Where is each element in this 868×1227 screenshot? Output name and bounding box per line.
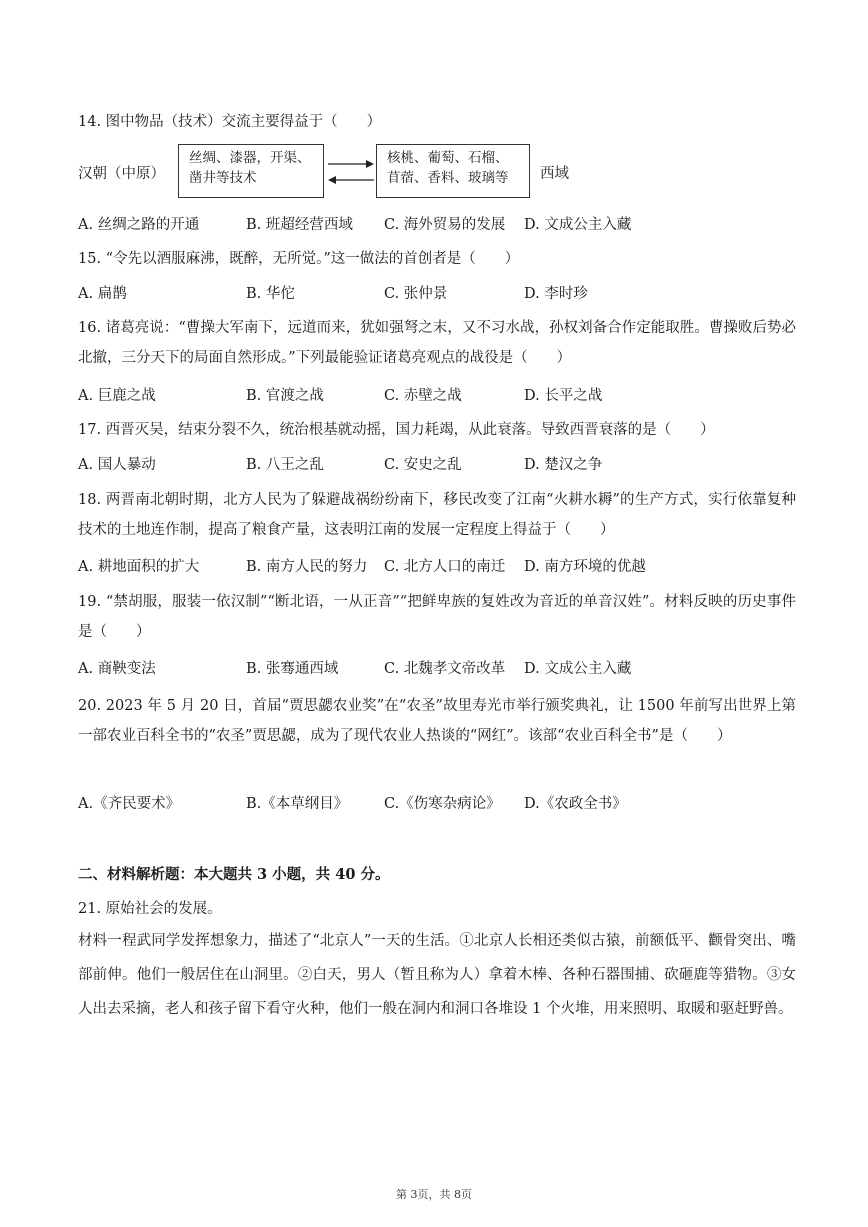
option-c: C. 北魏孝文帝改革 [384,661,506,677]
option-a: A. 扁鹊 [78,286,127,302]
option-d: D. 文成公主入藏 [524,661,632,677]
question-17-stem: 17. 西晋灭吴，结束分裂不久，统治根基就动摇，国力耗竭，从此衰落。导致西晋衰落的是（ ） [78,422,715,438]
option-b: B. 官渡之战 [246,388,324,404]
option-c: C. 安史之乱 [384,457,462,473]
diagram-right-label: 西域 [540,166,569,182]
option-b: B. 班超经营西域 [246,217,353,233]
option-a: A. 耕地面积的扩大 [78,559,200,575]
question-20-stem: 20. 2023 年 5 月 20 日，首届“贾思勰农业奖”在“农圣”故里寿光市举行颁奖典礼，让 1500 年前写出世界上第一部农业百科全书的“农圣”贾思勰，成为了现代农业人热谈的“网红”。该部“农业百科全书”是（ ） [78,698,796,744]
question-21-title: 21. 原始社会的发展。 [78,901,222,917]
option-b: B. 华佗 [246,286,295,302]
option-d: D. 南方环境的优越 [524,559,646,575]
option-d: D. 文成公主入藏 [524,217,632,233]
page-footer: 第 3页，共 8页 [396,1188,472,1201]
option-c: C. 北方人口的南迁 [384,559,506,575]
diagram-left-box [178,144,324,198]
option-a: A.《齐民要术》 [78,796,181,812]
option-b: B. 张骞通西域 [246,661,339,677]
diagram-right-box [376,144,530,198]
option-b: B. 八王之乱 [246,457,324,473]
option-a: A. 巨鹿之战 [78,388,156,404]
section-heading: 二、材料解析题：本大题共 3 小题，共 40 分。 [78,866,390,883]
option-a: A. 丝绸之路的开通 [78,217,200,233]
question-18-stem: 18. 两晋南北朝时期，北方人民为了躲避战祸纷纷南下，移民改变了江南“火耕水耨”的生产方式，实行依靠复种技术的土地连作制，提高了粮食产量，这表明江南的发展一定程度上得益于（ ） [78,492,796,538]
question-21-material: 材料一程武同学发挥想象力，描述了“北京人”一天的生活。①北京人长相还类似古猿，前额低平、颧骨突出、嘴部前伸。他们一般居住在山洞里。②白天，男人（暂且称为人）拿着木棒、各种石器围捕、砍砸鹿等猎物。③女人出去采摘，老人和孩子留下看守火种，他们一般在洞内和洞口各堆设 1 个火堆，用来照明、取暖和驱赶野兽。 [78,933,796,1017]
option-d: D. 长平之战 [524,388,603,404]
diagram-arrows [326,152,376,192]
option-c: C. 张仲景 [384,286,448,302]
option-b: B.《本草纲目》 [246,796,349,812]
option-d: D. 李时珍 [524,286,588,302]
question-14-stem: 14. 图中物品（技术）交流主要得益于（ ） [78,114,382,130]
option-d: D. 楚汉之争 [524,457,603,473]
diagram-right-box-line1: 核桃、葡萄、石榴、 [387,150,509,166]
question-19-stem: 19. “禁胡服，服装一依汉制”“断北语，一从正音”“把鲜卑族的复姓改为音近的单音汉姓”。材料反映的历史事件是（ ） [78,594,796,640]
option-c: C. 海外贸易的发展 [384,217,506,233]
diagram-left-box-line2: 凿井等技术 [189,170,257,186]
question-15-stem: 15. “令先以酒服麻沸，既醉，无所觉。”这一做法的首创者是（ ） [78,251,520,267]
diagram-left-box-line1: 丝绸、漆器，开渠、 [189,150,311,166]
option-a: A. 国人暴动 [78,457,156,473]
option-d: D.《农政全书》 [524,796,627,812]
option-b: B. 南方人民的努力 [246,559,368,575]
option-a: A. 商鞅变法 [78,661,156,677]
option-c: C. 赤壁之战 [384,388,462,404]
option-c: C.《伤寒杂病论》 [384,796,501,812]
diagram-left-label: 汉朝（中原） [78,166,165,182]
diagram-right-box-line2: 苜蓿、香料、玻璃等 [387,170,509,186]
question-16-stem: 16. 诸葛亮说：“曹操大军南下，远道而来，犹如强弩之末，又不习水战，孙权刘备合作定能取胜。曹操败后势必北撤，三分天下的局面自然形成。”下列最能验证诸葛亮观点的战役是（ ） [78,320,796,366]
